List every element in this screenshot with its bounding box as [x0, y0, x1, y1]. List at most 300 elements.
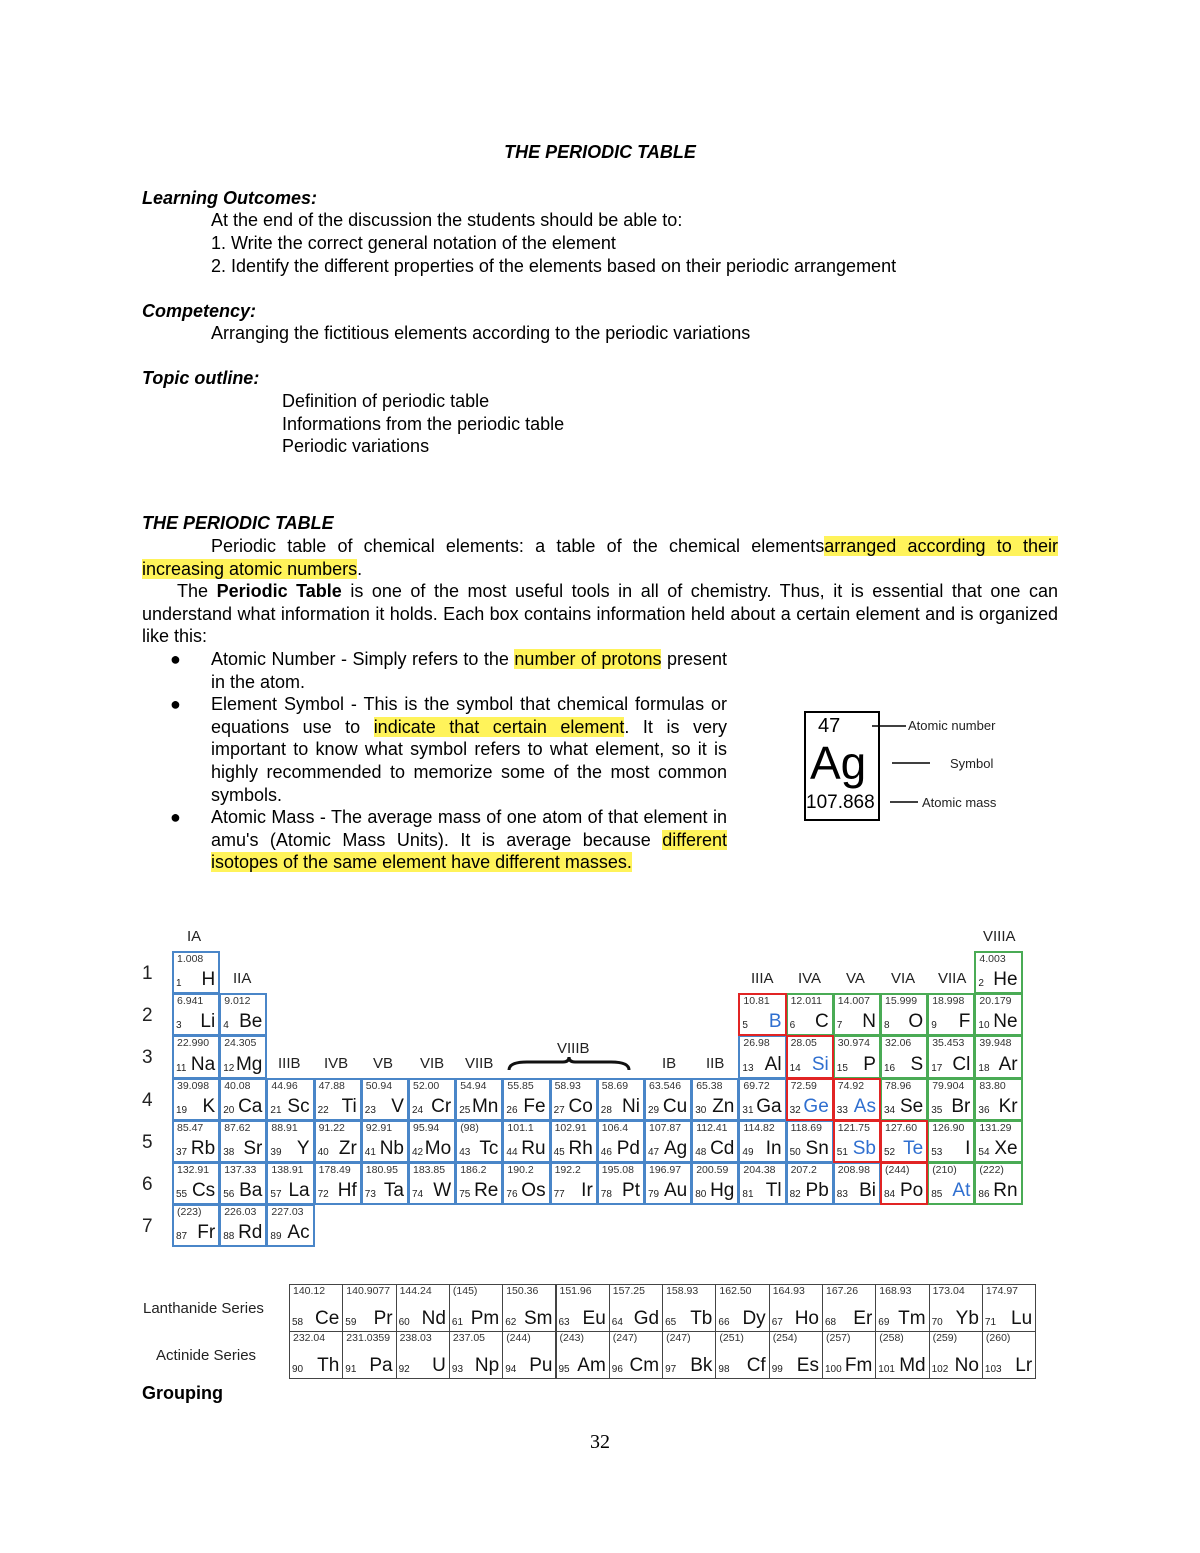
- atomic-mass: (257): [826, 1332, 851, 1344]
- atomic-mass: (98): [460, 1121, 479, 1134]
- atomic-mass: 106.4: [601, 1121, 629, 1134]
- element-symbol: Np: [474, 1355, 500, 1376]
- atomic-mass: 91.22: [318, 1121, 345, 1134]
- atomic-mass: 18.998: [932, 995, 965, 1008]
- element-cell-Lr: [982, 1331, 1036, 1379]
- learning-outcome-item: 2. Identify the different properties of the elements based on their periodic arrangement: [211, 256, 897, 276]
- element-cell-Rh: [550, 1120, 598, 1163]
- lanthanide-series-label: Lanthanide Series: [143, 1300, 264, 1317]
- element-cell-Tm: [875, 1284, 929, 1332]
- atomic-number: 30: [695, 1104, 707, 1116]
- element-symbol: Y: [296, 1137, 310, 1159]
- element-cell-Br: [927, 1078, 975, 1121]
- atomic-number: 100: [825, 1364, 842, 1375]
- element-symbol: Ba: [239, 1180, 263, 1202]
- atomic-mass: 55.85: [507, 1079, 534, 1092]
- element-symbol: Tl: [765, 1180, 782, 1202]
- atomic-mass: 121.75: [837, 1121, 870, 1134]
- atomic-number: 87: [176, 1231, 188, 1243]
- atomic-number: 95: [558, 1364, 570, 1375]
- element-symbol: Rn: [993, 1180, 1018, 1202]
- atomic-number: 18: [978, 1062, 990, 1074]
- element-cell-Sn: [786, 1120, 834, 1163]
- element-symbol: Tm: [898, 1308, 926, 1329]
- element-symbol: Al: [764, 1053, 782, 1075]
- element-cell-Md: [875, 1331, 929, 1379]
- element-symbol: Sr: [243, 1137, 263, 1159]
- element-symbol: Co: [568, 1095, 593, 1117]
- element-symbol: Mn: [471, 1095, 499, 1117]
- element-cell-Pu: [502, 1331, 556, 1379]
- atomic-number: 85: [931, 1189, 943, 1201]
- element-cell-Zn: [691, 1078, 739, 1121]
- atomic-number: 81: [742, 1189, 754, 1201]
- element-cell-Os: [502, 1162, 550, 1205]
- topic-outline-item: Definition of periodic table: [282, 391, 490, 411]
- element-cell-B: [738, 993, 786, 1036]
- element-symbol: Md: [899, 1355, 926, 1376]
- element-symbol: Os: [521, 1180, 546, 1202]
- element-symbol: Ag: [663, 1137, 688, 1159]
- atomic-mass: 112.41: [696, 1121, 728, 1134]
- element-symbol: Mg: [235, 1053, 263, 1075]
- element-cell-Np: [449, 1331, 503, 1379]
- atomic-mass: (223): [177, 1206, 202, 1219]
- element-symbol: At: [952, 1180, 971, 1202]
- element-cell-Cl: [927, 1035, 975, 1078]
- atomic-mass: 114.82: [743, 1121, 775, 1134]
- atomic-mass: (247): [612, 1332, 638, 1344]
- element-cell-Ar: [974, 1035, 1022, 1078]
- atomic-mass: 186.2: [460, 1164, 487, 1176]
- element-symbol: I: [965, 1137, 971, 1159]
- atomic-number: 71: [984, 1317, 997, 1328]
- element-symbol: Cr: [431, 1095, 452, 1117]
- element-cell-Co: [550, 1078, 598, 1121]
- atomic-mass: 39.098: [177, 1079, 210, 1092]
- element-cell-Cr: [408, 1078, 456, 1121]
- atomic-mass: 44.96: [271, 1079, 298, 1092]
- group-label-VB: VB: [373, 1055, 394, 1072]
- atomic-number: 56: [223, 1189, 235, 1201]
- atomic-mass: 88.91: [271, 1121, 298, 1134]
- element-symbol: Es: [796, 1355, 819, 1376]
- atomic-mass: 207.2: [790, 1164, 817, 1176]
- element-symbol: Pt: [622, 1180, 640, 1202]
- element-symbol: Se: [899, 1095, 924, 1117]
- atomic-number: 94: [505, 1364, 517, 1375]
- element-symbol: P: [863, 1053, 876, 1075]
- atomic-number: 23: [364, 1104, 376, 1116]
- element-symbol: Gd: [633, 1308, 660, 1329]
- element-cell-Mn: [455, 1078, 503, 1121]
- element-symbol: V: [391, 1095, 404, 1117]
- element-cell-Gd: [609, 1284, 663, 1332]
- element-cell-Pd: [597, 1120, 645, 1163]
- atomic-number: 79: [648, 1189, 660, 1201]
- element-cell-Ba: [219, 1162, 267, 1205]
- atomic-number: 13: [742, 1062, 754, 1074]
- element-symbol: Au: [663, 1180, 688, 1202]
- group-label-VA: VA: [846, 970, 865, 987]
- element-cell-Rb: [172, 1120, 220, 1163]
- learning-outcomes-heading: Learning Outcomes:: [142, 188, 318, 208]
- element-cell-Pb: [786, 1162, 834, 1205]
- atomic-mass: 40.08: [224, 1079, 251, 1092]
- element-symbol: Eu: [582, 1308, 606, 1329]
- element-symbol: Lr: [1015, 1355, 1033, 1376]
- atomic-number: 59: [345, 1317, 357, 1328]
- topic-outline-item: Periodic variations: [282, 436, 430, 456]
- element-symbol: Ac: [287, 1222, 310, 1244]
- topic-outline-heading: Topic outline:: [142, 368, 260, 388]
- atomic-mass: 173.04: [932, 1285, 965, 1297]
- atomic-mass: 190.2: [507, 1164, 534, 1176]
- atomic-mass: 164.93: [772, 1285, 805, 1297]
- atomic-mass: (243): [559, 1332, 585, 1344]
- atomic-number: 90: [292, 1364, 304, 1375]
- element-symbol: Tc: [479, 1137, 499, 1159]
- element-cell-H: [172, 951, 220, 994]
- atomic-number: 19: [176, 1104, 188, 1116]
- atomic-mass: (244): [506, 1332, 531, 1344]
- atomic-mass: 138.91: [271, 1164, 304, 1176]
- element-cell-Ca: [219, 1078, 267, 1121]
- atomic-mass: (222): [979, 1164, 1004, 1176]
- atomic-mass: 137.33: [224, 1164, 257, 1176]
- element-symbol: Lu: [1011, 1308, 1033, 1329]
- element-cell-K: [172, 1078, 220, 1121]
- atomic-number: 35: [931, 1104, 943, 1116]
- element-cell-Be: [219, 993, 267, 1036]
- element-symbol: Bi: [859, 1180, 876, 1202]
- element-symbol: In: [765, 1137, 782, 1159]
- atomic-mass: 144.24: [399, 1285, 432, 1297]
- atomic-number: 22: [317, 1104, 329, 1116]
- bullet-icon: ●: [170, 649, 181, 669]
- element-cell-Ni: [597, 1078, 645, 1121]
- element-cell-Er: [822, 1284, 876, 1332]
- group-label-IA: IA: [187, 928, 202, 945]
- element-cell-Ho: [769, 1284, 823, 1332]
- atomic-number: 40: [317, 1146, 329, 1158]
- period-label: 4: [142, 1090, 153, 1111]
- group-label-IIIB: IIIB: [278, 1055, 301, 1072]
- period-label: 5: [142, 1132, 153, 1153]
- atomic-number: 72: [317, 1189, 329, 1201]
- atomic-mass: (247): [666, 1332, 691, 1344]
- atomic-number: 1: [176, 978, 182, 990]
- element-symbol: Te: [903, 1137, 924, 1159]
- atomic-number: 92: [398, 1364, 410, 1375]
- atomic-mass: 238.03: [399, 1332, 432, 1344]
- page-number: 32: [590, 1431, 610, 1453]
- atomic-number: 5: [742, 1020, 748, 1032]
- atomic-number: 74: [412, 1189, 424, 1201]
- element-symbol: H: [201, 969, 216, 991]
- atomic-mass: 4.003: [979, 953, 1006, 965]
- atomic-number: 42: [412, 1146, 424, 1158]
- atomic-number: 14: [789, 1062, 801, 1074]
- element-cell-Cs: [172, 1162, 220, 1205]
- atomic-mass: 20.179: [979, 995, 1012, 1008]
- atomic-mass: 227.03: [271, 1206, 304, 1219]
- atomic-mass: 102.91: [554, 1121, 587, 1134]
- element-cell-Rn: [974, 1162, 1022, 1205]
- actinide-series-label: Actinide Series: [156, 1347, 257, 1364]
- atomic-mass: (258): [879, 1332, 904, 1344]
- element-symbol: La: [288, 1180, 310, 1202]
- element-symbol: Pr: [373, 1308, 393, 1329]
- group-label-IVB: IVB: [324, 1055, 349, 1072]
- element-symbol: Dy: [742, 1308, 766, 1329]
- element-cell-As: [833, 1078, 881, 1121]
- atomic-mass: (145): [452, 1285, 478, 1297]
- atomic-number: 69: [878, 1317, 890, 1328]
- atomic-number: 16: [884, 1062, 896, 1074]
- element-symbol: Bk: [690, 1355, 713, 1376]
- element-symbol: Ni: [622, 1095, 640, 1117]
- group-label-IIB: IIB: [706, 1055, 725, 1072]
- element-cell-S: [880, 1035, 928, 1078]
- atomic-mass: 126.90: [932, 1121, 965, 1134]
- highlight: different isotopes of the same element have different masses.: [211, 829, 727, 873]
- element-symbol: F: [958, 1011, 971, 1033]
- atomic-number: 39: [270, 1146, 282, 1158]
- element-symbol: Pu: [529, 1355, 553, 1376]
- atomic-number: 43: [459, 1146, 471, 1158]
- element-symbol: Rd: [238, 1222, 263, 1244]
- element-symbol: Tb: [690, 1308, 713, 1329]
- atomic-mass: 158.93: [666, 1285, 699, 1297]
- element-symbol: Mo: [424, 1137, 452, 1159]
- atomic-number: 83: [836, 1189, 848, 1201]
- atomic-number: 78: [600, 1189, 612, 1201]
- element-symbol: Xe: [994, 1137, 1018, 1159]
- atomic-number: 55: [176, 1189, 188, 1201]
- element-symbol: Fe: [523, 1095, 546, 1117]
- atomic-number: 32: [789, 1104, 801, 1116]
- element-symbol: Br: [951, 1095, 971, 1117]
- atomic-mass: 26.98: [743, 1037, 770, 1050]
- group-label-VIB: VIB: [420, 1055, 445, 1072]
- element-cell-Eu: [556, 1284, 610, 1332]
- atomic-mass: 195.08: [601, 1164, 634, 1176]
- element-cell-Sm: [502, 1284, 556, 1332]
- atomic-number: 24: [412, 1104, 424, 1116]
- atomic-mass: 15.999: [885, 995, 918, 1008]
- element-symbol: Na: [190, 1053, 216, 1075]
- key-label-atomic-mass: Atomic mass: [922, 795, 997, 810]
- element-symbol: W: [433, 1180, 452, 1202]
- group-label-VIIA: VIIA: [938, 970, 967, 987]
- element-cell-W: [408, 1162, 456, 1205]
- element-cell-Cu: [644, 1078, 692, 1121]
- element-symbol: Ru: [521, 1137, 546, 1159]
- element-symbol: Cs: [191, 1180, 216, 1202]
- atomic-mass: (254): [772, 1332, 798, 1344]
- element-cell-Tc: [455, 1120, 503, 1163]
- atomic-mass: 12.011: [790, 995, 822, 1008]
- element-cell-Th: [289, 1331, 343, 1379]
- element-cell-Es: [769, 1331, 823, 1379]
- element-cell-Ir: [550, 1162, 598, 1205]
- atomic-mass: (244): [885, 1164, 910, 1176]
- atomic-mass: 87.62: [224, 1121, 251, 1134]
- atomic-number: 31: [742, 1104, 754, 1116]
- learning-outcomes-intro: At the end of the discussion the students should be able to:: [211, 210, 683, 230]
- atomic-number: 97: [665, 1364, 677, 1375]
- section-heading: THE PERIODIC TABLE: [142, 513, 334, 533]
- group-label-VIIIA: VIIIA: [983, 928, 1016, 945]
- atomic-number: 70: [931, 1317, 943, 1328]
- atomic-number: 86: [978, 1189, 990, 1201]
- element-cell-Ru: [502, 1120, 550, 1163]
- element-symbol: Sn: [805, 1137, 829, 1159]
- atomic-mass: 50.94: [365, 1079, 393, 1092]
- atomic-number: 57: [270, 1189, 282, 1201]
- element-symbol: Pa: [369, 1355, 393, 1376]
- atomic-number: 45: [553, 1146, 565, 1158]
- atomic-number: 58: [292, 1317, 304, 1328]
- element-cell-P: [833, 1035, 881, 1078]
- atomic-mass: 127.60: [885, 1121, 918, 1134]
- atomic-mass: 107.87: [649, 1121, 682, 1134]
- atomic-mass: 132.91: [177, 1164, 210, 1176]
- element-symbol: U: [432, 1355, 446, 1376]
- atomic-mass: 24.305: [224, 1037, 257, 1050]
- atomic-mass: 47.88: [318, 1079, 345, 1092]
- atomic-number: 101: [878, 1364, 895, 1375]
- period-label: 1: [142, 963, 153, 984]
- element-cell-Si: [786, 1035, 834, 1078]
- element-symbol: Ar: [998, 1053, 1018, 1075]
- atomic-mass: 83.80: [979, 1079, 1006, 1092]
- atomic-number: 21: [270, 1104, 282, 1116]
- element-cell-At: [927, 1162, 975, 1205]
- atomic-number: 96: [611, 1364, 623, 1375]
- atomic-mass: 183.85: [413, 1164, 446, 1176]
- atomic-number: 62: [505, 1317, 517, 1328]
- element-cell-In: [738, 1120, 786, 1163]
- atomic-number: 64: [611, 1317, 623, 1328]
- element-cell-O: [880, 993, 928, 1036]
- group-label-IIIA: IIIA: [751, 970, 774, 987]
- atomic-number: 88: [223, 1231, 235, 1243]
- atomic-mass: 28.05: [790, 1037, 817, 1050]
- atomic-number: 68: [825, 1317, 837, 1328]
- element-cell-Ge: [786, 1078, 834, 1121]
- atomic-mass: 30.974: [837, 1037, 870, 1050]
- element-cell-Bi: [833, 1162, 881, 1205]
- atomic-number: 76: [506, 1189, 518, 1201]
- element-cell-No: [929, 1331, 983, 1379]
- element-symbol: Am: [577, 1355, 606, 1376]
- atomic-mass: 63.546: [649, 1079, 682, 1092]
- page-title: THE PERIODIC TABLE: [504, 142, 696, 162]
- atomic-mass: 79.904: [932, 1079, 965, 1092]
- atomic-mass: 92.91: [365, 1121, 393, 1134]
- atomic-mass: 150.36: [506, 1285, 539, 1297]
- atomic-mass: 204.38: [743, 1164, 776, 1176]
- atomic-mass: 208.98: [837, 1164, 870, 1176]
- element-cell-Sc: [266, 1078, 314, 1121]
- atomic-number: 93: [451, 1364, 464, 1375]
- element-cell-Lu: [982, 1284, 1036, 1332]
- element-symbol: Nd: [421, 1308, 446, 1329]
- atomic-number: 77: [553, 1189, 565, 1201]
- element-symbol: Be: [239, 1011, 263, 1033]
- atomic-number: 48: [695, 1146, 707, 1158]
- element-cell-Se: [880, 1078, 928, 1121]
- atomic-number: 47: [648, 1146, 660, 1158]
- bold-term: Periodic Table: [216, 581, 342, 601]
- atomic-number: 52: [884, 1146, 896, 1158]
- element-cell-Al: [738, 1035, 786, 1078]
- bullet-list: [170, 648, 727, 874]
- element-cell-Mo: [408, 1120, 456, 1163]
- atomic-mass: 58.69: [601, 1079, 629, 1092]
- atomic-number: 73: [364, 1189, 376, 1201]
- element-symbol: Si: [811, 1053, 829, 1075]
- atomic-number: 41: [364, 1146, 376, 1158]
- element-symbol: Zn: [712, 1095, 735, 1117]
- element-symbol: Cm: [629, 1355, 660, 1376]
- element-symbol: Kr: [998, 1095, 1018, 1117]
- atomic-mass: 1.008: [177, 953, 204, 965]
- element-symbol: Th: [317, 1355, 340, 1376]
- atomic-mass: 226.03: [224, 1206, 257, 1219]
- element-cell-Fe: [502, 1078, 550, 1121]
- element-symbol: B: [768, 1011, 782, 1033]
- atomic-number: 67: [771, 1317, 783, 1328]
- highlight: number of protons: [514, 649, 662, 669]
- element-cell-V: [361, 1078, 409, 1121]
- element-symbol: Fr: [197, 1222, 216, 1244]
- atomic-number: 9: [931, 1020, 937, 1032]
- atomic-mass: 22.990: [177, 1037, 210, 1050]
- element-cell-Cf: [715, 1331, 769, 1379]
- atomic-number: 75: [459, 1189, 471, 1201]
- group-label-IB: IB: [662, 1055, 677, 1072]
- key-label-atomic-number: Atomic number: [908, 718, 996, 733]
- element-cell-Nb: [361, 1120, 409, 1163]
- element-symbol: Cf: [746, 1355, 766, 1376]
- atomic-mass: 58.93: [554, 1079, 581, 1092]
- element-symbol: Ge: [803, 1095, 829, 1117]
- element-cell-Re: [455, 1162, 503, 1205]
- atomic-mass: 78.96: [885, 1079, 912, 1092]
- atomic-mass: 95.94: [413, 1121, 440, 1134]
- list-item: ● Element Symbol - This is the symbol that chemical formulas or equations use to indicate that certain element. It is very important to know what symbol refers to what element, so it is highly recommended to memorize some of the most common symbols.: [170, 694, 727, 805]
- atomic-number: 80: [695, 1189, 707, 1201]
- element-symbol: Ca: [238, 1095, 263, 1117]
- atomic-number: 3: [176, 1020, 182, 1032]
- key-atomic-number: 47: [818, 715, 841, 737]
- atomic-number: 49: [742, 1146, 754, 1158]
- period-label: 7: [142, 1216, 153, 1237]
- atomic-mass: 140.12: [293, 1285, 326, 1297]
- element-symbol: He: [993, 969, 1018, 991]
- atomic-mass: 151.96: [559, 1285, 592, 1297]
- element-symbol: Hg: [710, 1180, 735, 1202]
- atomic-number: 26: [506, 1104, 518, 1116]
- element-symbol: K: [202, 1095, 216, 1117]
- element-cell-I: [927, 1120, 975, 1163]
- atomic-number: 27: [553, 1104, 565, 1116]
- atomic-number: 103: [984, 1364, 1002, 1375]
- element-symbol: Po: [899, 1180, 924, 1202]
